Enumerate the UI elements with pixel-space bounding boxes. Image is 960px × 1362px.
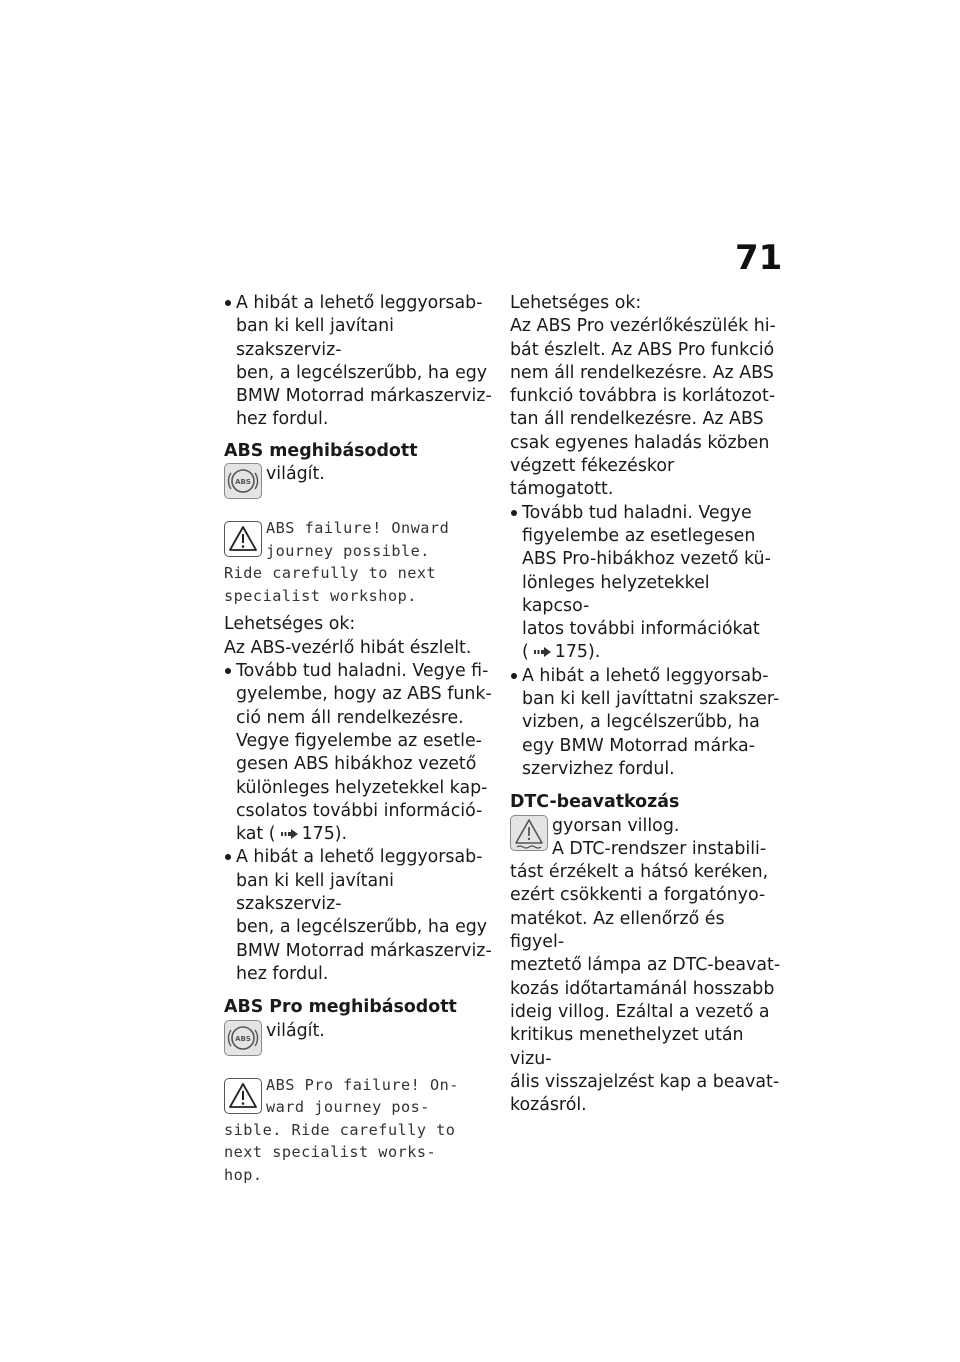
text-line: ideig villog. Ezáltal a vezető a — [510, 1001, 770, 1022]
dtc-status: gyorsan villog. — [552, 815, 680, 836]
text-line: Tovább tud haladni. Vegye — [522, 502, 752, 523]
text-line: bát észlelt. Az ABS Pro funkció — [510, 339, 775, 360]
left-column — [224, 292, 492, 1186]
abs-icon-label: ABS — [235, 1034, 251, 1043]
message-line: ABS failure! Onward — [266, 519, 450, 538]
cause-label: Lehetséges ok: — [510, 293, 642, 313]
text-fragment: ( — [522, 642, 529, 663]
page-number: 71 — [735, 238, 783, 278]
abs-warning-lamp-icon — [224, 1020, 262, 1056]
message-line: journey possible. — [266, 541, 430, 560]
dtc-text-line: A DTC-rendszer instabili- — [552, 838, 767, 859]
text-line: Vegye figyelembe az esetle- — [236, 730, 482, 751]
dtc-heading: DTC-beavatkozás — [510, 792, 680, 813]
abs-indicator-row — [224, 463, 492, 509]
page-reference-line — [522, 641, 782, 664]
text-line: gesen ABS hibákhoz vezető — [236, 754, 477, 775]
text-line: szervizhez fordul. — [522, 758, 675, 779]
text-line: egy BMW Motorrad márka- — [522, 735, 755, 756]
text-fragment: kat ( — [236, 824, 276, 845]
abspro-heading: ABS Pro meghibásodott — [224, 997, 457, 1018]
bullet-repair-advice — [224, 292, 492, 432]
abs-icon-label: ABS — [235, 478, 251, 487]
text-line: ban ki kell javítani szakszerviz- — [236, 870, 394, 915]
message-line: next specialist works- — [224, 1143, 437, 1162]
bullet-dot — [225, 854, 231, 860]
text-line: BMW Motorrad márkaszerviz- — [236, 386, 492, 407]
text-line: hez fordul. — [236, 963, 329, 984]
page-reference-arrow-icon — [533, 646, 553, 658]
text-line: A hibát a lehető leggyorsab- — [522, 665, 769, 686]
text-line: nem áll rendelkezésre. Az ABS — [510, 362, 774, 383]
abs-heading: ABS meghibásodott — [224, 440, 418, 461]
text-line: figyelembe az esetlegesen — [522, 525, 756, 546]
text-line: ális visszajelzést kap a beavat- — [510, 1071, 780, 1092]
text-line: ció nem áll rendelkezésre. — [236, 707, 464, 728]
dtc-description — [510, 861, 782, 1117]
warning-triangle-icon — [224, 1078, 262, 1114]
text-line: kozásról. — [510, 1095, 587, 1116]
dtc-indicator-row — [510, 815, 782, 862]
bullet-dot — [511, 510, 517, 516]
message-line: sible. Ride carefully to — [224, 1120, 456, 1139]
bullet-dot — [225, 300, 231, 306]
abspro-indicator-row — [224, 1020, 492, 1066]
abs-status: világít. — [266, 464, 325, 485]
page-reference[interactable]: 175). — [301, 824, 348, 845]
message-line: specialist workshop. — [224, 586, 417, 605]
message-line: ABS Pro failure! On- — [266, 1075, 459, 1094]
bullet-repair-advice-3 — [510, 665, 782, 781]
text-line: vizben, a legcélszerűbb, ha — [522, 712, 760, 733]
text-line: kozás időtartamánál hosszabb — [510, 978, 775, 999]
text-line: A hibát a lehető leggyorsab- — [236, 293, 483, 313]
text-line: ABS Pro-hibákhoz vezető kü- — [522, 549, 771, 570]
warning-triangle-icon — [224, 521, 262, 557]
cause-text: Az ABS-vezérlő hibát észlelt. — [224, 637, 472, 658]
text-line: csolatos további információ- — [236, 800, 483, 821]
text-line: meztető lámpa az DTC-beavat- — [510, 955, 781, 976]
text-line: ban ki kell javíttatni szakszer- — [522, 689, 780, 710]
cause-text — [510, 315, 782, 501]
text-line: csak egyenes haladás közben — [510, 432, 770, 453]
text-line: különleges helyzetekkel kap- — [236, 777, 488, 798]
text-line: matékot. Az ellenőrző és figyel- — [510, 908, 725, 953]
bullet-continue-abs — [224, 660, 492, 846]
abs-warning-lamp-icon — [224, 463, 262, 499]
abspro-display-message — [224, 1074, 492, 1187]
bullet-dot — [225, 668, 231, 674]
text-line: A hibát a lehető leggyorsab- — [236, 847, 483, 868]
dtc-traction-lamp-icon — [510, 815, 548, 851]
text-line: végzett fékezéskor támogatott. — [510, 456, 675, 500]
text-line: Az ABS Pro vezérlőkészülék hi- — [510, 316, 776, 337]
bullet-repair-advice-2 — [224, 846, 492, 986]
page-reference-arrow-icon — [280, 828, 300, 840]
text-line: hez fordul. — [236, 409, 329, 430]
message-line: ward journey pos- — [266, 1098, 430, 1117]
text-line: lönleges helyzetekkel kapcso- — [522, 572, 710, 616]
text-line: tást érzékelt a hátsó keréken, — [510, 862, 769, 883]
page-reference[interactable]: 175). — [554, 642, 601, 663]
text-line: ezért csökkenti a forgatónyo- — [510, 885, 766, 906]
message-line: Ride carefully to next — [224, 564, 437, 583]
text-line: BMW Motorrad márkaszerviz- — [236, 940, 492, 961]
bullet-dot — [511, 673, 517, 679]
text-line: ben, a legcélszerűbb, ha egy — [236, 362, 488, 383]
text-line: ben, a legcélszerűbb, ha egy — [236, 917, 488, 938]
abspro-status: világít. — [266, 1020, 325, 1041]
bullet-continue-abspro — [510, 502, 782, 665]
text-line: funkció továbbra is korlátozot- — [510, 386, 776, 407]
text-line: kritikus menethelyzet után vizu- — [510, 1025, 744, 1069]
text-line: ban ki kell javítani szakszerviz- — [236, 316, 394, 360]
page-reference-line — [236, 823, 492, 846]
text-line: gyelembe, hogy az ABS funk- — [236, 684, 492, 705]
text-line: Tovább tud haladni. Vegye fi- — [236, 661, 489, 682]
right-column — [510, 292, 782, 1117]
text-line: tan áll rendelkezésre. Az ABS — [510, 409, 764, 430]
cause-label: Lehetséges ok: — [224, 614, 356, 635]
message-line: hop. — [224, 1165, 263, 1184]
text-line: latos további információkat — [522, 619, 760, 640]
abs-display-message — [224, 517, 492, 607]
